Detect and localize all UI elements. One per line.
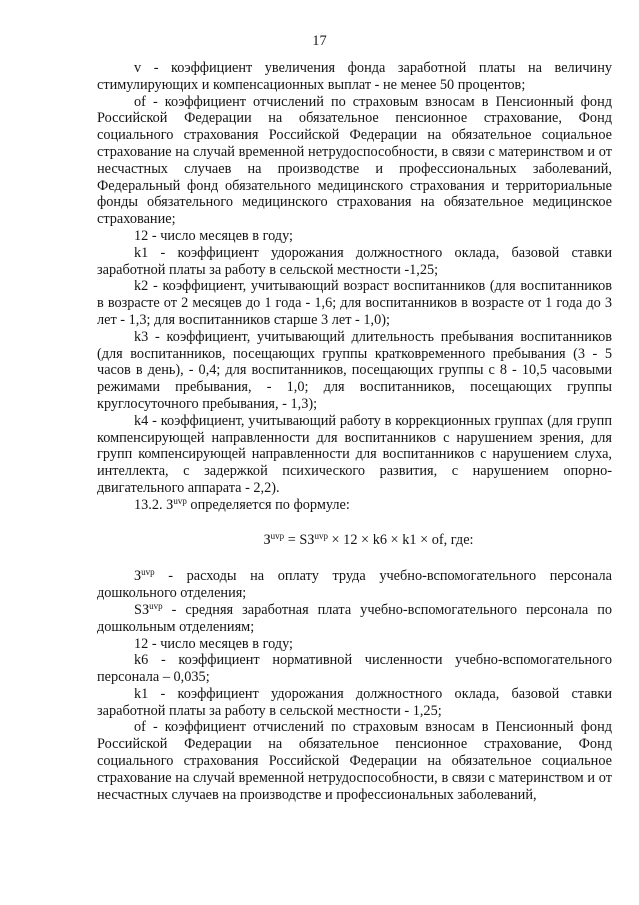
paragraph-k3-coefficient: k3 - коэффициент, учитывающий длительность пребывания воспитанников (для воспитанников, посещающих группы кратковременного пребывания (3 - 5 часов в день), - 0,4; для воспитанников, посещающих группы с 8 - 10,5 часовыми режимами пребывания, - 1,0; для воспитанников, посещающих группы круглосуточного пребывания, - 1,3); xyxy=(97,328,612,412)
section-suffix: определяется по формуле: xyxy=(186,496,350,513)
paragraph-months: 12 - число месяцев в году; xyxy=(134,227,294,244)
definition-z-text: - расходы на оплату труда учебно-вспомогательного персонала дошкольного отделения; xyxy=(97,568,612,602)
paragraph-of-coefficient: of - коэффициент отчислений по страховым взносам в Пенсионный фонд Российской Федерации на обязательное пенсионное страхование, Фонд социального страхования Российской Федерации на обязательное социальное страхование на случай временной нетрудоспособности, в связи с материнством и от несчастных случаев на производстве и профессиональных заболеваний, Федеральный фонд обязательного медицинского страхования и территориальные фонды обязательного медицинского страхования на обязательное медицинское страхование; xyxy=(97,93,612,228)
definition-months: 12 - число месяцев в году; xyxy=(134,635,294,652)
document-body xyxy=(97,60,612,803)
formula-rhs-superscript: uvp xyxy=(314,530,328,541)
paragraph-k2-coefficient: k2 - коэффициент, учитывающий возраст воспитанников (для воспитанников в возрасте от 2 месяцев до 1 года - 1,6; для воспитанников в возрасте от 1 года до 3 лет - 1,3; для воспитанников старше 3 лет - 1,0); xyxy=(97,278,612,328)
definition-z-uvp xyxy=(97,568,612,602)
page-number: 17 xyxy=(312,33,327,49)
definition-sz-symbol: SЗ xyxy=(134,601,150,618)
section-superscript: uvp xyxy=(173,495,187,506)
definition-k1: k1 - коэффициент удорожания должностного оклада, базовой ставки заработной платы за работу в сельской местности - 1,25; xyxy=(97,685,612,719)
formula xyxy=(97,532,612,549)
paragraph-k4-coefficient: k4 - коэффициент, учитывающий работу в коррекционных группах (для групп компенсирующей направленности для воспитанников с нарушением зрения, для групп компенсирующей направленности для воспитанников с нарушением слуха, интеллекта, с задержкой психического развития, с нарушением опорно-двигательного аппарата - 2,2). xyxy=(97,412,612,496)
definition-sz-superscript: uvp xyxy=(149,600,163,611)
section-heading-13-2 xyxy=(97,497,612,514)
formula-eq: = SЗ xyxy=(284,531,315,548)
definition-z-superscript: uvp xyxy=(141,567,155,578)
definition-k6: k6 - коэффициент нормативной численности учебно-вспомогательного персонала – 0,035; xyxy=(97,652,612,686)
definition-sz-text: - средняя заработная плата учебно-вспомогательного персонала по дошкольным отделениям; xyxy=(97,601,612,635)
definition-z-symbol: З xyxy=(134,568,142,585)
paragraph-k1-coefficient: k1 - коэффициент удорожания должностного оклада, базовой ставки заработной платы за работу в сельской местности -1,25; xyxy=(97,244,612,278)
section-prefix: 13.2. З xyxy=(134,496,174,513)
formula-lhs-superscript: uvp xyxy=(270,530,285,541)
formula-lhs: З xyxy=(263,531,271,548)
definition-of: of - коэффициент отчислений по страховым взносам в Пенсионный фонд Российской Федерации на обязательное пенсионное страхование, Фонд социального страхования Российской Федерации на обязательное социальное страхование на случай временной нетрудоспособности, в связи с материнством и от несчастных случаев на производстве и профессиональных заболеваний, xyxy=(97,719,612,803)
formula-rest: × 12 × k6 × k1 × of, где: xyxy=(327,531,474,548)
definition-sz-uvp xyxy=(97,602,612,636)
paragraph-v-coefficient: v - коэффициент увеличения фонда заработной платы на величину стимулирующих и компенсационных выплат - не менее 50 процентов; xyxy=(97,60,612,93)
